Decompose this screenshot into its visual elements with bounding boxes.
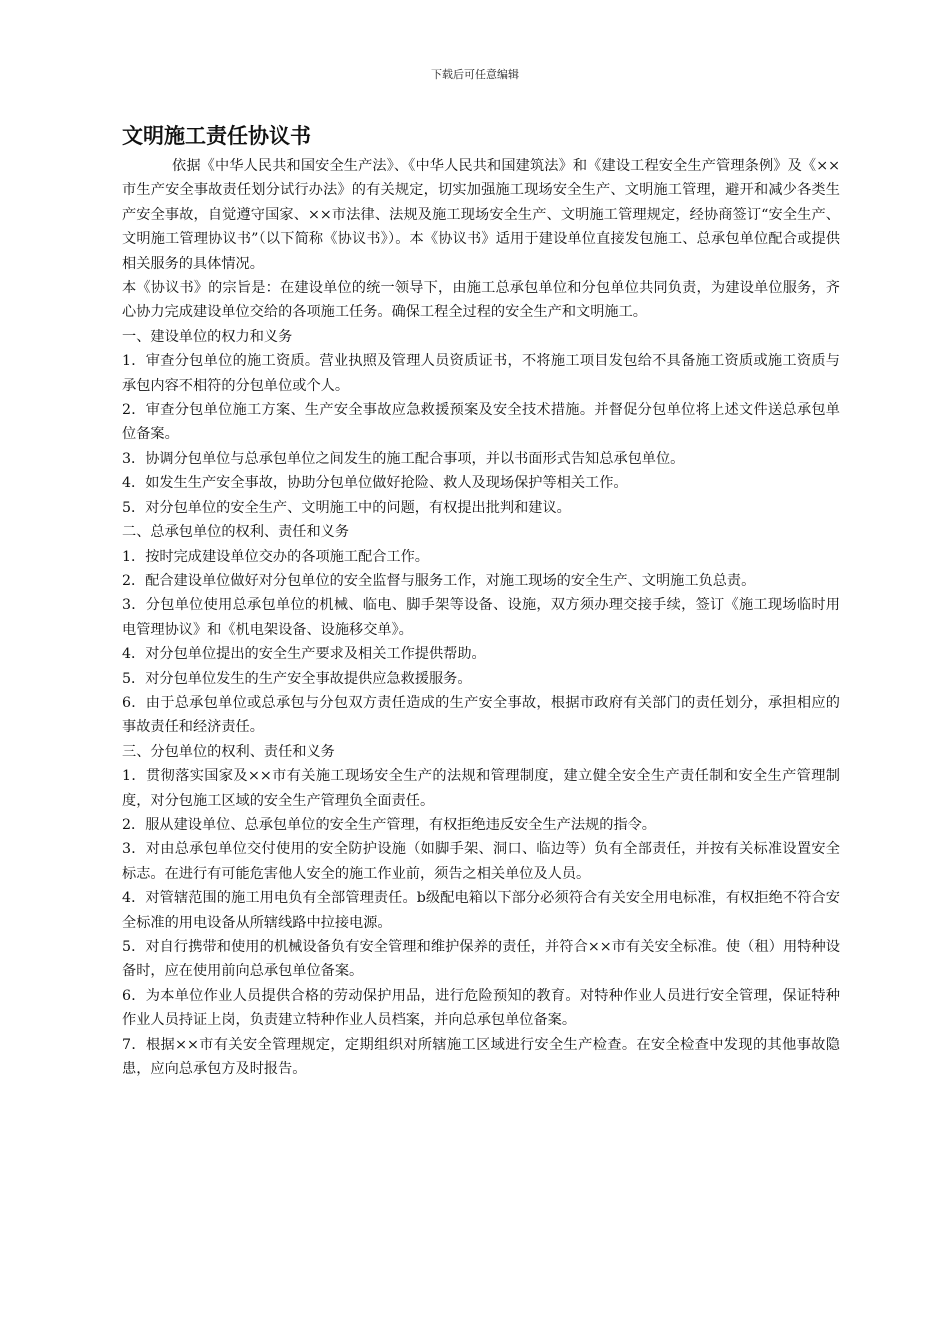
list-item: 7．根据××市有关安全管理规定，定期组织对所辖施工区域进行安全生产检查。在安全检查中发现的其他事故隐患，应向总承包方及时报告。	[122, 1036, 840, 1078]
list-item: 1．按时完成建设单位交办的各项施工配合工作。	[122, 548, 429, 565]
list-item: 2．审查分包单位施工方案、生产安全事故应急救援预案及安全技术措施。并督促分包单位将上述文件送总承包单位备案。	[122, 402, 840, 443]
list-item: 5．对自行携带和使用的机械设备负有安全管理和维护保养的责任，并符合××市有关安全标准。使（租）用特种设备时，应在使用前向总承包单位备案。	[122, 939, 840, 980]
page-header: 下载后可任意编辑	[431, 68, 519, 81]
list-item: 4．对管辖范围的施工用电负有全部管理责任。b级配电箱以下部分必须符合有关安全用电标准，有权拒绝不符合安全标准的用电设备从所辖线路中拉接电源。	[122, 890, 840, 931]
paragraph-intro: 依据《中华人民共和国安全生产法》、《中华人民共和国建筑法》和《建设工程安全生产管理条例》及《××市生产安全事故责任划分试行办法》的有关规定，切实加强施工现场安全生产、文明施工管理，避开和减少各类生产安全事故，自觉遵守国家、××市法律、法规及施工现场安全生产、文明施工管理规定，经协商签订“安全生产、文明施工管理协议书”（以下简称《协议书》）。本《协议书》适用于建设单位直接发包施工、总承包单位配合或提供相关服务的具体情况。	[122, 158, 840, 272]
list-item: 4．如发生生产安全事故，协助分包单位做好抢险、救人及现场保护等相关工作。	[122, 475, 628, 492]
list-item: 1．审查分包单位的施工资质。营业执照及管理人员资质证书，不将施工项目发包给不具备施工资质或施工资质与承包内容不相符的分包单位或个人。	[122, 353, 840, 394]
list-item: 5．对分包单位发生的生产安全事故提供应急救援服务。	[122, 670, 472, 687]
document-title: 文明施工责任协议书	[122, 124, 311, 148]
list-item: 2．服从建设单位、总承包单位的安全生产管理，有权拒绝违反安全生产法规的指令。	[122, 816, 656, 833]
list-item: 6．为本单位作业人员提供合格的劳动保护用品，进行危险预知的教育。对特种作业人员进行安全管理，保证特种作业人员持证上岗，负责建立特种作业人员档案，并向总承包单位备案。	[122, 987, 840, 1029]
list-item: 3．协调分包单位与总承包单位之间发生的施工配合事项，并以书面形式告知总承包单位。	[122, 450, 685, 467]
paragraph-purpose: 本《协议书》的宗旨是：在建设单位的统一领导下，由施工总承包单位和分包单位共同负责，为建设单位服务，齐心协力完成建设单位交给的各项施工任务。确保工程全过程的安全生产和文明施工。	[122, 280, 840, 321]
document-body	[122, 118, 840, 1081]
list-item: 5．对分包单位的安全生产、文明施工中的问题，有权提出批判和建议。	[122, 499, 571, 516]
list-item: 3．对由总承包单位交付使用的安全防护设施（如脚手架、洞口、临边等）负有全部责任，并按有关标准设置安全标志。在进行有可能危害他人安全的施工作业前，须告之相关单位及人员。	[122, 841, 840, 882]
section-heading-1: 一、建设单位的权力和义务	[122, 328, 293, 345]
list-item: 2．配合建设单位做好对分包单位的安全监督与服务工作，对施工现场的安全生产、文明施工负总责。	[122, 572, 756, 589]
list-item: 4．对分包单位提出的安全生产要求及相关工作提供帮助。	[122, 646, 486, 663]
list-item: 1．贯彻落实国家及××市有关施工现场安全生产的法规和管理制度，建立健全安全生产责任制和安全生产管理制度，对分包施工区域的安全生产管理负全面责任。	[122, 768, 840, 809]
list-item: 3．分包单位使用总承包单位的机械、临电、脚手架等设备、设施，双方须办理交接手续，签订《施工现场临时用电管理协议》和《机电架设备、设施移交单》。	[122, 597, 840, 638]
section-heading-2: 二、总承包单位的权利、责任和义务	[122, 524, 350, 541]
section-heading-3: 三、分包单位的权利、责任和义务	[122, 743, 335, 760]
list-item: 6．由于总承包单位或总承包与分包双方责任造成的生产安全事故，根据市政府有关部门的责任划分，承担相应的事故责任和经济责任。	[122, 694, 840, 736]
